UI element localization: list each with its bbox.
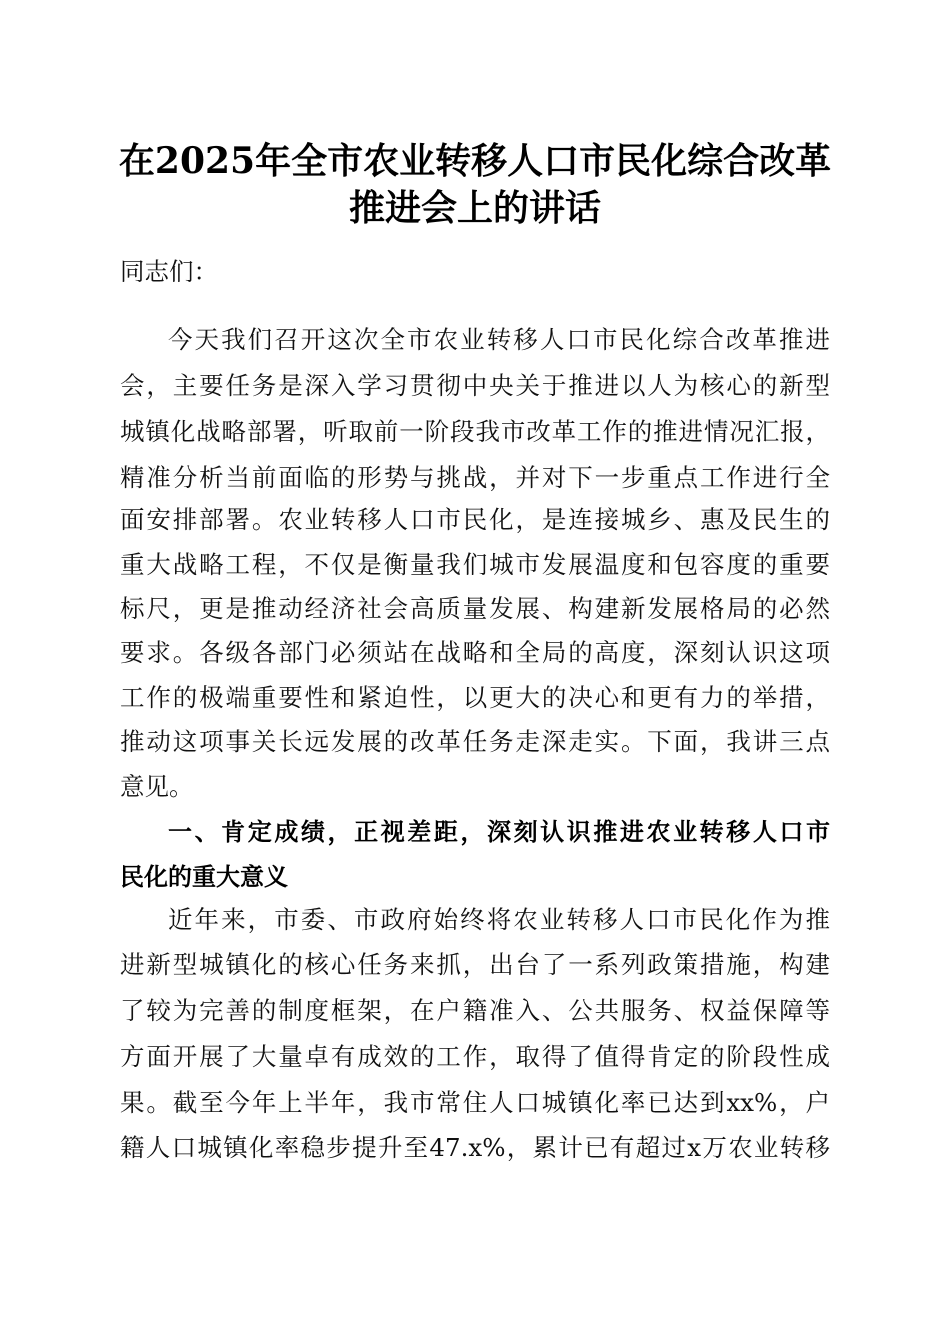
document-title-line-1: 在2025年全市农业转移人口市民化综合改革 xyxy=(118,140,832,182)
paragraph-1-line: 今天我们召开这次全市农业转移人口市民化综合改革推进 xyxy=(168,325,830,354)
paragraph-1-line: 标尺，更是推动经济社会高质量发展、构建新发展格局的必然 xyxy=(120,594,830,623)
section-1-heading-line: 民化的重大意义 xyxy=(120,863,288,891)
paragraph-2-line: 了较为完善的制度框架，在户籍准入、公共服务、权益保障等 xyxy=(120,996,830,1025)
paragraph-1-line: 会，主要任务是深入学习贯彻中央关于推进以人为核心的新型 xyxy=(120,371,830,400)
paragraph-2-line: 籍人口城镇化率稳步提升至47.x%，累计已有超过x万农业转移 xyxy=(120,1133,830,1162)
paragraph-1-line: 推动这项事关长远发展的改革任务走深走实。下面，我讲三点 xyxy=(120,727,830,756)
paragraph-2-line: 方面开展了大量卓有成效的工作，取得了值得肯定的阶段性成 xyxy=(120,1042,830,1071)
paragraph-2-line: 果。截至今年上半年，我市常住人口城镇化率已达到xx%，户 xyxy=(120,1088,830,1117)
paragraph-2-line: 近年来，市委、市政府始终将农业转移人口市民化作为推 xyxy=(168,905,830,934)
paragraph-1-line: 要求。各级各部门必须站在战略和全局的高度，深刻认识这项 xyxy=(120,638,830,667)
salutation: 同志们： xyxy=(120,257,218,286)
paragraph-1-line: 重大战略工程，不仅是衡量我们城市发展温度和包容度的重要 xyxy=(120,550,830,579)
document-title-line-2: 推进会上的讲话 xyxy=(348,187,601,229)
paragraph-1-line: 面安排部署。农业转移人口市民化，是连接城乡、惠及民生的 xyxy=(120,505,830,534)
section-1-heading-line: 一、肯定成绩，正视差距，深刻认识推进农业转移人口市 xyxy=(168,818,830,846)
paragraph-2-line: 进新型城镇化的核心任务来抓，出台了一系列政策措施，构建 xyxy=(120,950,830,979)
paragraph-1-line: 工作的极端重要性和紧迫性，以更大的决心和更有力的举措， xyxy=(120,683,830,712)
paragraph-1-line: 城镇化战略部署，听取前一阶段我市改革工作的推进情况汇报， xyxy=(120,417,830,446)
paragraph-1-line: 意见。 xyxy=(120,772,194,801)
paragraph-1-line: 精准分析当前面临的形势与挑战，并对下一步重点工作进行全 xyxy=(120,463,830,492)
